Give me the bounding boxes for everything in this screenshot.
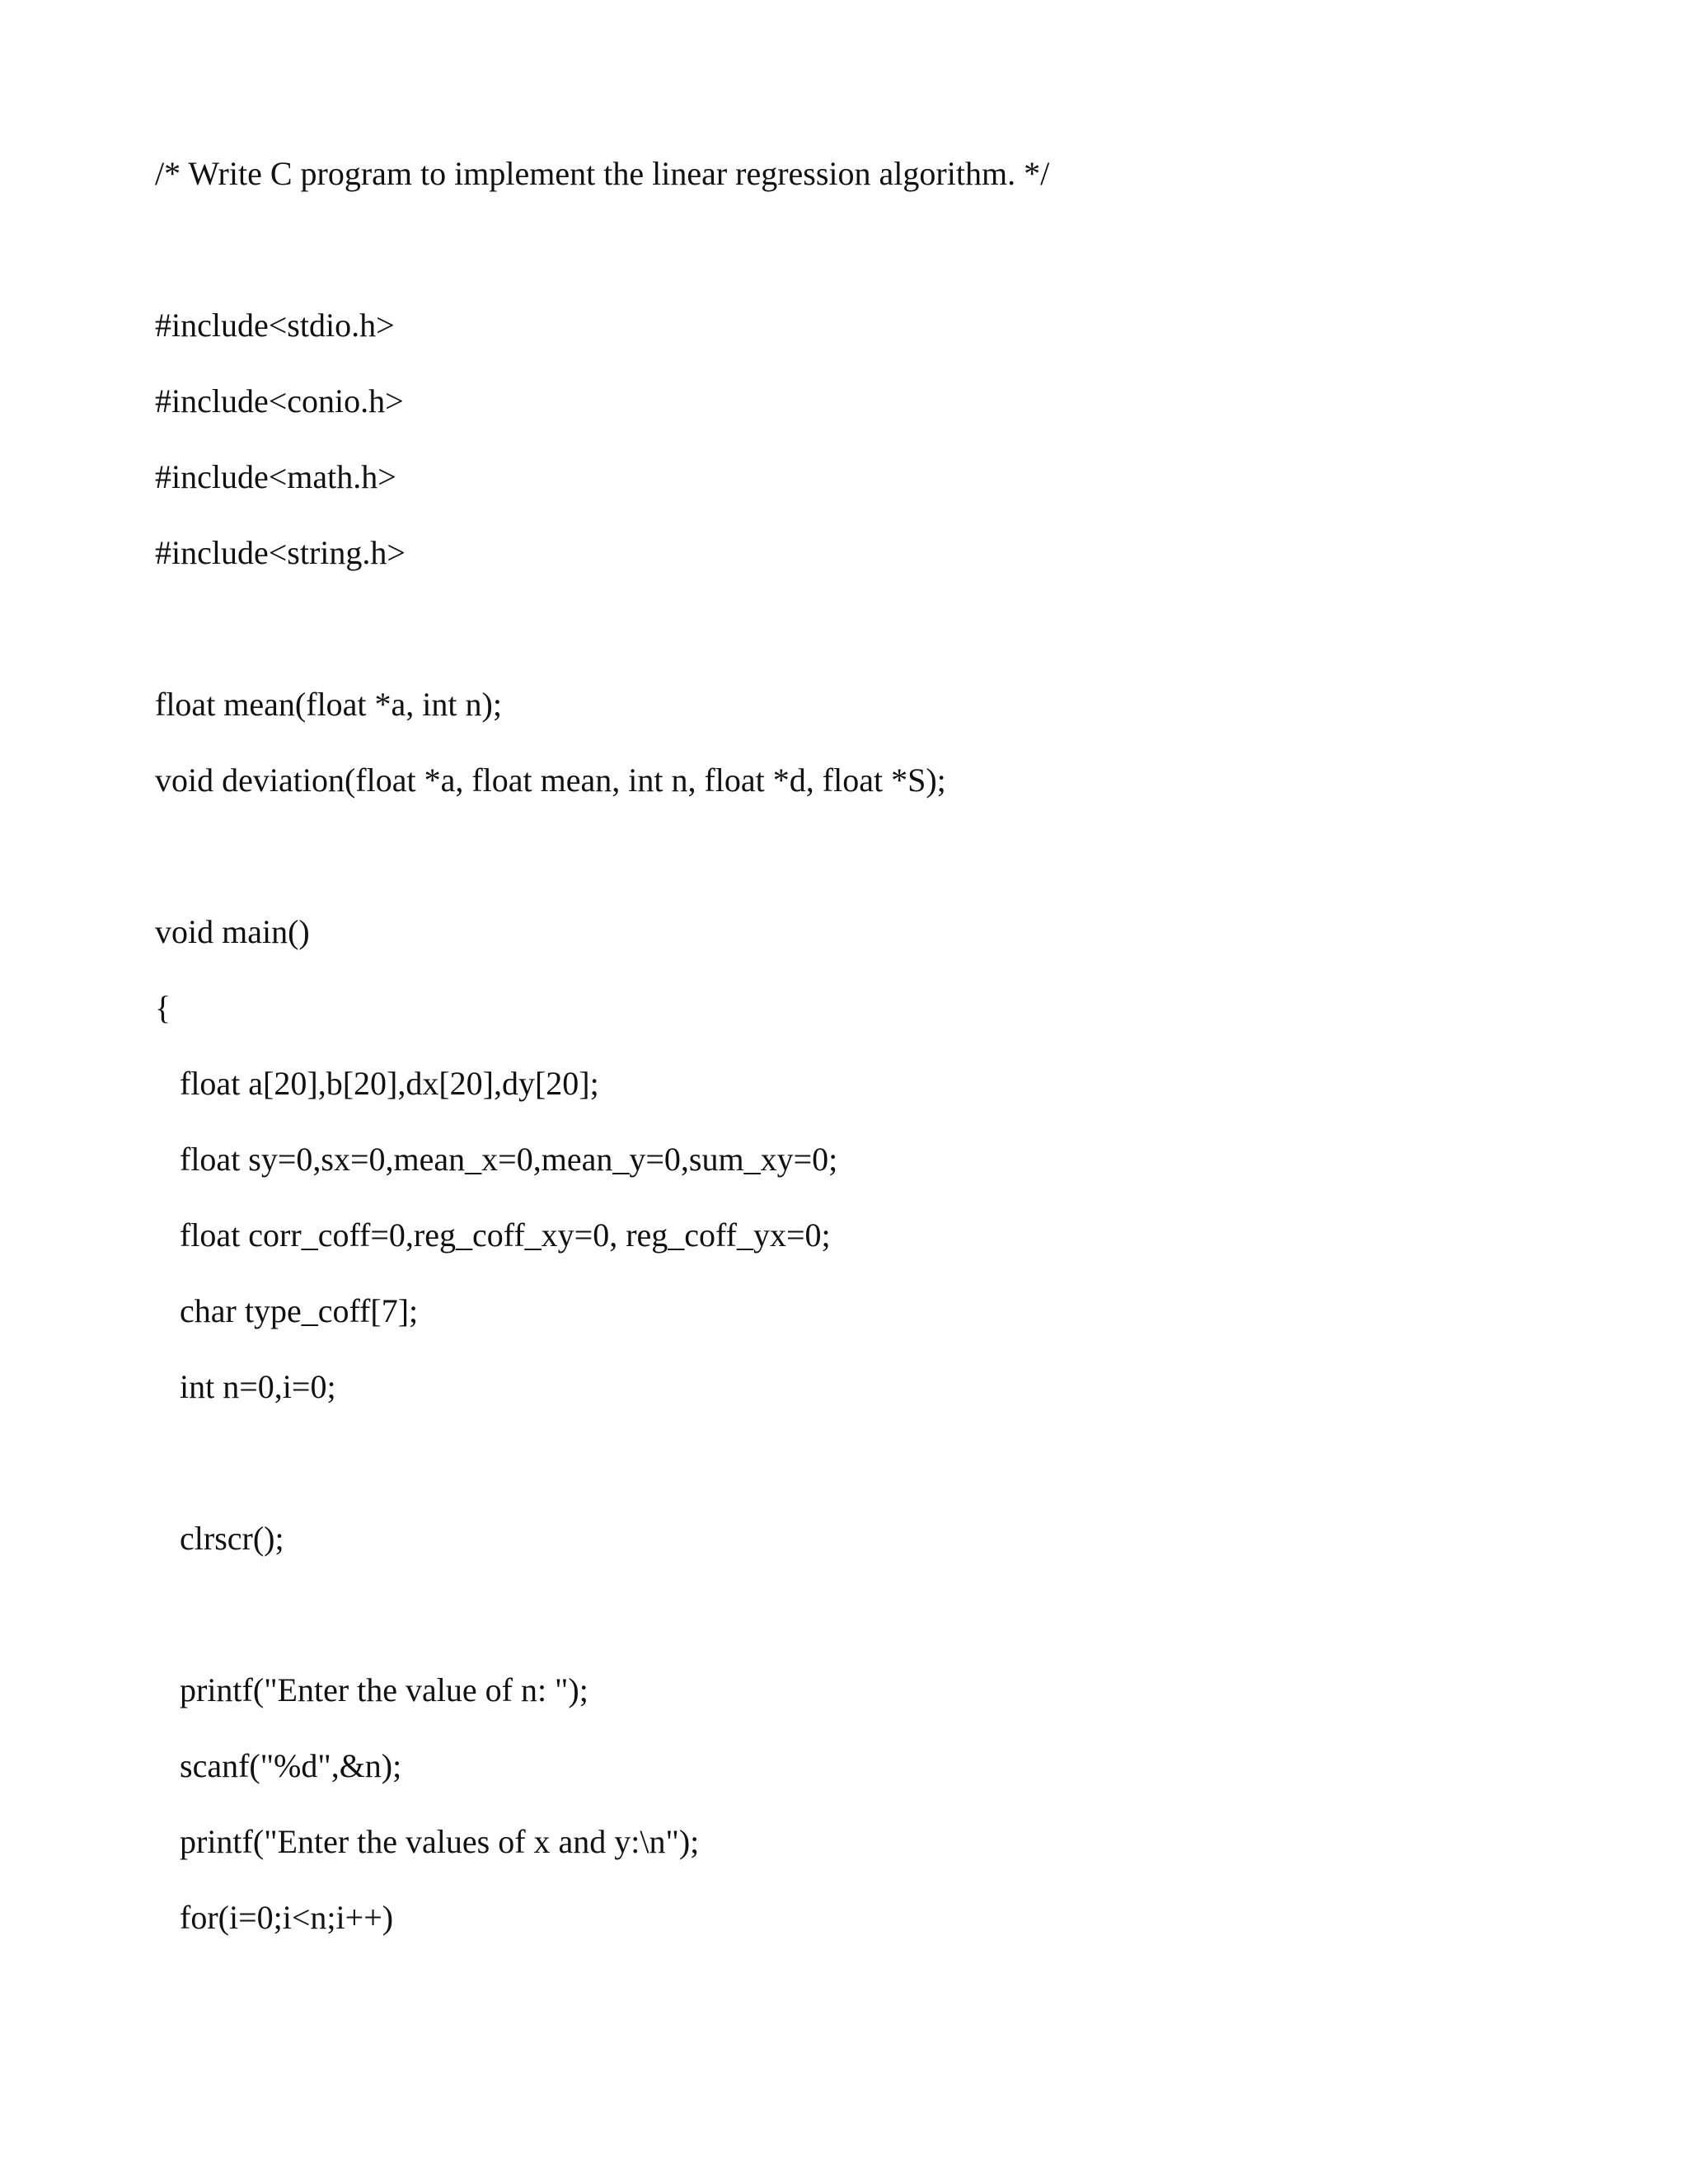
comment-line: /* Write C program to implement the linear regression algorithm. */	[155, 155, 1050, 192]
printf-n-line: printf("Enter the value of n: ");	[180, 1671, 588, 1708]
scanf-line: scanf("%d",&n);	[180, 1747, 402, 1784]
include-math-line: #include<math.h>	[155, 458, 396, 495]
open-brace-line: {	[155, 989, 171, 1026]
array-declaration-line: float a[20],b[20],dx[20],dy[20];	[180, 1065, 599, 1102]
deviation-prototype-line: void deviation(float *a, float mean, int n, float *d, float *S);	[155, 762, 946, 799]
sum-declaration-line: float sy=0,sx=0,mean_x=0,mean_y=0,sum_xy=0;	[180, 1141, 838, 1178]
for-loop-line: for(i=0;i<n;i++)	[180, 1899, 394, 1936]
main-signature-line: void main()	[155, 913, 310, 950]
include-conio-line: #include<conio.h>	[155, 382, 404, 419]
printf-xy-line: printf("Enter the values of x and y:\n");	[180, 1823, 700, 1860]
char-declaration-line: char type_coff[7];	[180, 1292, 419, 1329]
include-stdio-line: #include<stdio.h>	[155, 307, 395, 344]
coefficient-declaration-line: float corr_coff=0,reg_coff_xy=0, reg_coff_yx=0;	[180, 1216, 831, 1254]
include-string-line: #include<string.h>	[155, 534, 406, 571]
int-declaration-line: int n=0,i=0;	[180, 1368, 336, 1405]
clrscr-line: clrscr();	[180, 1520, 284, 1557]
mean-prototype-line: float mean(float *a, int n);	[155, 686, 502, 723]
